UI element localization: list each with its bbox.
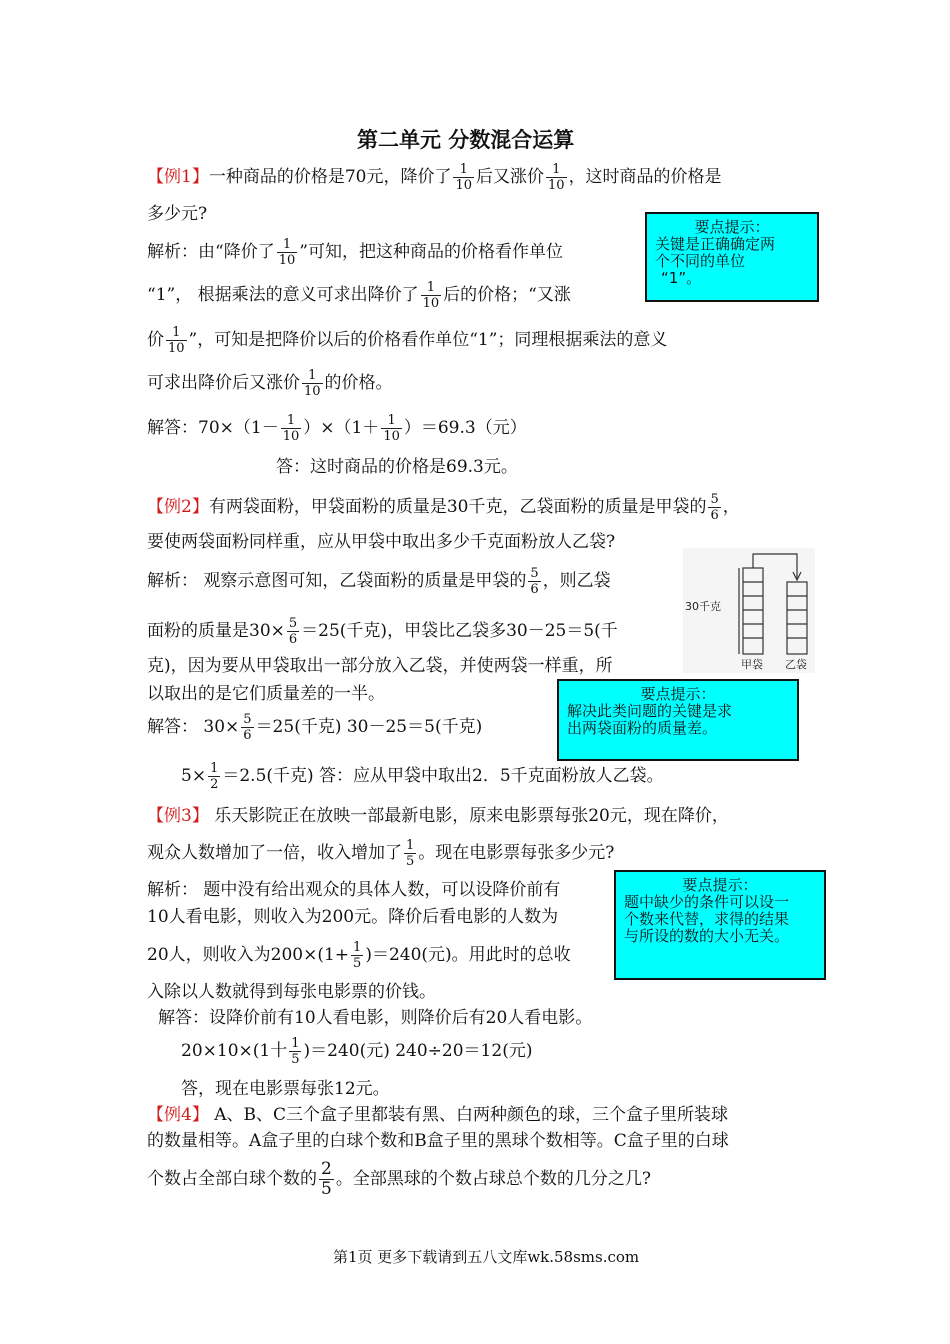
fraction-1-10 — [302, 368, 323, 399]
example-3-analysis-line-2: 10人看电影，则收入为200元。降价后看电影的人数为 — [147, 907, 559, 927]
example-1-analysis-line-2 — [147, 280, 571, 311]
fraction-1-2 — [208, 761, 220, 792]
text: 20×10×(1十 — [181, 1041, 288, 1061]
example-3-solution-line-1: 解答：设降价前有10人看电影，则降价后有20人看电影。 — [158, 1008, 593, 1028]
example-3-label: 【例3】 — [147, 806, 209, 826]
text: 解析：由“降价了 — [147, 242, 275, 262]
example-2-question-line-1 — [147, 492, 740, 523]
example-1-solution — [147, 413, 527, 444]
text: ，这时商品的价格是 — [568, 167, 722, 187]
fraction-2-5 — [319, 1160, 334, 1199]
example-4-question-line-1 — [147, 1105, 728, 1125]
text: “1”， 根据乘法的意义可求出降价了 — [147, 285, 419, 305]
text: 5× — [181, 766, 207, 786]
text: 个数占全部白球个数的 — [147, 1169, 317, 1189]
denominator: 10 — [383, 429, 400, 444]
numerator: 5 — [710, 492, 719, 507]
fraction-1-5 — [404, 838, 416, 869]
example-4-question-line-2: 的数量相等。A盒子里的白球个数和B盒子里的黑球个数相等。C盒子里的白球 — [147, 1131, 729, 1151]
text: 后又涨价 — [476, 167, 545, 187]
text: )＝240(元)。用此时的总收 — [365, 945, 571, 965]
denominator: 10 — [278, 253, 296, 268]
fraction-5-6 — [287, 616, 299, 647]
fraction-1-10 — [381, 413, 402, 444]
tip-line: “1”。 — [661, 269, 702, 287]
tip-heading: 要点提示： — [694, 218, 770, 236]
denominator: 6 — [710, 508, 719, 523]
example-3-question-line-1 — [147, 806, 729, 826]
weight-label: 30千克 — [685, 600, 721, 613]
numerator: 1 — [453, 162, 474, 178]
numerator: 2 — [321, 1159, 332, 1179]
example-2-label: 【例2】 — [147, 497, 209, 517]
denominator: 10 — [455, 178, 473, 193]
numerator: 1 — [166, 325, 187, 341]
denominator: 6 — [243, 728, 252, 743]
example-3-question-line-2 — [147, 838, 614, 869]
text: ）×（1＋ — [303, 418, 380, 438]
numerator: 1 — [406, 838, 415, 853]
example-2-analysis-line-2 — [147, 616, 618, 647]
fraction-5-6 — [708, 492, 720, 523]
text: 有两袋面粉，甲袋面粉的质量是30千克，乙袋面粉的质量是甲袋的 — [208, 497, 707, 517]
tip-line: 与所设的数的大小无关。 — [624, 927, 790, 945]
text: ”可知，把这种商品的价格看作单位 — [299, 242, 563, 262]
bag-a-label: 甲袋 — [741, 658, 763, 671]
denominator: 5 — [291, 1052, 300, 1067]
example-2-analysis-line-3: 克)，因为要从甲袋取出一部分放入乙袋，并使两袋一样重，所 — [147, 656, 613, 676]
text: 解答： 30× — [147, 717, 240, 737]
denominator: 10 — [548, 178, 565, 193]
text: ， — [722, 497, 740, 517]
numerator: 5 — [530, 566, 539, 581]
denominator: 6 — [530, 582, 539, 597]
text: 后的价格；“又涨 — [443, 285, 571, 305]
example-1-analysis-line-3 — [147, 325, 667, 356]
text: 20人，则收入为200×(1+ — [147, 945, 350, 965]
example-1-label: 【例1】 — [147, 167, 209, 187]
example-1-tip-box — [645, 212, 819, 302]
page-title: 第二单元 分数混合运算 — [357, 128, 575, 152]
numerator: 1 — [381, 413, 402, 429]
example-3-tip-box — [614, 870, 826, 980]
example-3-analysis-line-1: 解析： 题中没有给出观众的具体人数，可以设降价前有 — [147, 880, 561, 900]
fraction-1-10 — [277, 237, 298, 268]
denominator: 5 — [353, 956, 362, 971]
page-footer: 第1页 更多下载请到五八文库wk.58sms.com — [333, 1248, 640, 1266]
tip-line: 解决此类问题的关键是求 — [567, 702, 733, 720]
tip-line: 出两袋面粉的质量差。 — [567, 719, 718, 737]
numerator: 1 — [421, 280, 442, 296]
tip-line: 个不同的单位 — [655, 252, 746, 270]
example-2-question-line-2: 要使两袋面粉同样重，应从甲袋中取出多少千克面粉放人乙袋? — [147, 532, 616, 552]
numerator: 1 — [281, 413, 302, 429]
denominator: 2 — [210, 777, 219, 792]
fraction-1-10 — [421, 280, 442, 311]
fraction-1-10 — [166, 325, 187, 356]
flour-bags-diagram — [683, 548, 815, 673]
example-4-question-line-3 — [147, 1160, 651, 1199]
fraction-1-10 — [453, 162, 474, 193]
example-2-analysis-line-4: 以取出的是它们质量差的一半。 — [147, 684, 385, 704]
fraction-5-6 — [528, 566, 540, 597]
numerator: 5 — [288, 616, 298, 631]
text: ）＝69.3（元） — [403, 418, 527, 438]
example-2-analysis-line-1 — [147, 566, 611, 597]
text: 乐天影院正在放映一部最新电影，原来电影票每张20元，现在降价， — [208, 806, 729, 826]
bag-b-label: 乙袋 — [785, 658, 807, 671]
example-2-solution-line-1 — [147, 712, 482, 743]
example-1-question-line-1 — [147, 162, 722, 193]
example-3-analysis-line-3 — [147, 940, 571, 971]
example-3-analysis-line-4: 入除以人数就得到每张电影票的价钱。 — [147, 982, 436, 1002]
example-3-answer: 答，现在电影票每张12元。 — [181, 1079, 390, 1099]
denominator: 5 — [406, 854, 415, 869]
example-2-tip-box — [557, 679, 799, 761]
text: )＝240(元) 240÷20＝12(元) — [303, 1041, 533, 1061]
text: ＝2.5(千克) 答：应从甲袋中取出2．5千克面粉放人乙袋。 — [222, 766, 664, 786]
numerator: 1 — [353, 940, 362, 955]
text: 。全部黑球的个数占球总个数的几分之几? — [335, 1169, 651, 1189]
tip-line: 关键是正确确定两 — [655, 235, 776, 253]
numerator: 5 — [243, 712, 252, 727]
text: 观众人数增加了一倍，收入增加了 — [147, 843, 402, 863]
denominator: 10 — [304, 384, 321, 399]
text: ＝25(千克)，甲袋比乙袋多30－25＝5(千 — [301, 621, 618, 641]
numerator: 1 — [302, 368, 323, 384]
numerator: 1 — [210, 761, 219, 776]
text: 可求出降价后又涨价 — [147, 373, 300, 393]
denominator: 5 — [321, 1179, 332, 1199]
text: ＝25(千克) 30－25＝5(千克) — [255, 717, 483, 737]
text: 一种商品的价格是70元，降价了 — [208, 167, 452, 187]
fraction-1-10 — [546, 162, 567, 193]
text: ”，可知是把降价以后的价格看作单位“1”；同理根据乘法的意义 — [188, 330, 668, 350]
denominator: 10 — [282, 429, 300, 444]
text: 解答：70×（1－ — [147, 418, 279, 438]
example-1-question-line-2: 多少元? — [147, 204, 208, 224]
fraction-1-5 — [351, 940, 363, 971]
tip-heading: 要点提示： — [640, 685, 716, 703]
text: 。现在电影票每张多少元? — [418, 843, 615, 863]
denominator: 6 — [288, 632, 298, 647]
fraction-1-5 — [289, 1036, 301, 1067]
example-1-answer: 答：这时商品的价格是69.3元。 — [276, 457, 518, 477]
text: 解析： 观察示意图可知，乙袋面粉的质量是甲袋的 — [147, 571, 527, 591]
text: A、B、C三个盒子里都装有黑、白两种颜色的球，三个盒子里所装球 — [208, 1105, 729, 1125]
fraction-5-6 — [241, 712, 253, 743]
fraction-1-10 — [281, 413, 302, 444]
tip-heading: 要点提示： — [682, 876, 758, 894]
example-3-solution-line-2 — [181, 1036, 532, 1067]
text: ，则乙袋 — [542, 571, 611, 591]
tip-line: 个数来代替，求得的结果 — [624, 910, 790, 928]
text: 面粉的质量是30× — [147, 621, 285, 641]
denominator: 10 — [422, 296, 440, 311]
denominator: 10 — [168, 341, 185, 356]
example-1-analysis-line-1 — [147, 237, 563, 268]
numerator: 1 — [291, 1036, 300, 1051]
example-2-solution-line-2 — [181, 761, 664, 792]
tip-line: 题中缺少的条件可以设一 — [624, 893, 790, 911]
numerator: 1 — [277, 237, 298, 253]
text: 的价格。 — [324, 373, 393, 393]
example-4-label: 【例4】 — [147, 1105, 209, 1125]
numerator: 1 — [546, 162, 567, 178]
example-1-analysis-line-4 — [147, 368, 393, 399]
text: 价 — [147, 330, 164, 350]
